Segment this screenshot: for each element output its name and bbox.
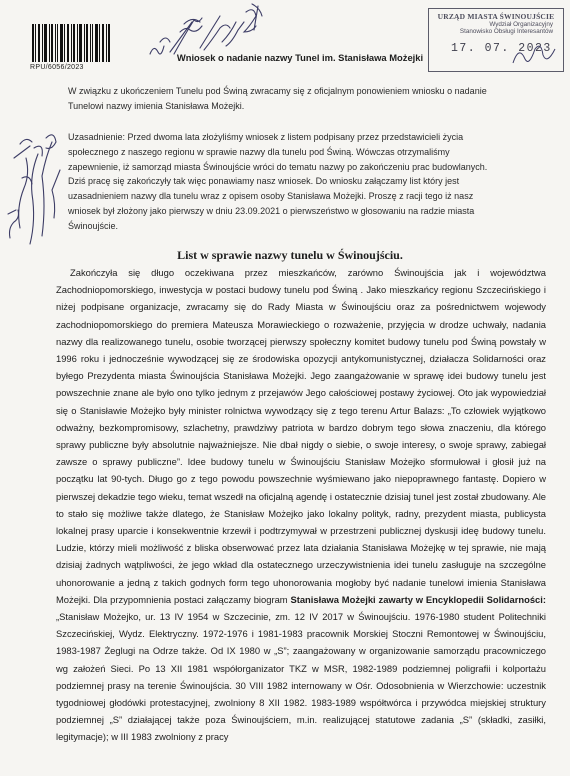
barcode-number: RPU/6056/2023 — [30, 64, 84, 71]
justification-paragraph: Uzasadnienie: Przed dwoma lata złożyliśmy wniosek z listem podpisany przez przedstawicieli życia społecznego z naszego regionu w sprawie nazwy dla tunelu pod Świną. Wówczas otrzymaliśmy zapewnienie, iż samorząd miasta Świnoujście wróci do tematu nazwy po zakończeniu prac budowlanych. Dziś pracę się zakończyły tak więc ponawiamy nasz wniosek. Do wniosku załączamy list który jest uzasadnieniem nazwy dla tunelu wraz z opisem osoby Stanisława Możejki. Proszę z racji tego iż nasz wniosek był złożony jako pierwszy w dniu 23.09.2021 o pierwszeństwo w głosowaniu na radzie miasta Świnoujście. — [68, 132, 488, 231]
letter-title: List w sprawie nazwy tunelu w Świnoujściu. — [177, 248, 403, 262]
letter-text-part2: „Stanisław Możejko, ur. 13 IV 1954 w Szczecinie, zm. 12 IV 2017 w Świnoujściu. 1976-1980 student Politechniki Szczecińskiej, Wydz. Elektryczny. 1972-1976 i 1981-1983 pracownik Morskiej Stoczni Remontowej w Świnoujściu, 1983-1987 Żeglugi na Odrze także. Od IX 1980 w „S”; zaangażowany w organizowanie samorządu pracowniczego wg założeń Sieci. Po 13 XII 1981 współorganizator TKZ w MSR, 1982-1989 podziemnej poligrafii i kolportażu podziemnej prasy na terenie Świnoujścia. 30 VIII 1982 internowany w Ośr. Odosobnienia w Wierzchowie: uczestnik tygodniowej głodówki protestacyjnej, zwolniony 8 XII 1982. 1983-1989 współtwórca i przywódca miejskiej struktury podziemnej „S” działającej także poza Świnoujściem, m.in. realizującej statutowe zadania „S” (składki, zasiłki, legitymacje); w III 1983 zwolniony z pracy — [56, 611, 546, 743]
letter-text-part1: Zakończyła się długo oczekiwana przez mieszkańców, zarówno Świnoujścia jak i województwa Zachodniopomorskiego, inwestycja w postaci budowy tunelu pod Świną . Jako mieszkańcy regionu Szczecińskiego i niżej podpisane organizacje, zwracamy się do Rady Miasta w Świnoujściu oraz za pośrednictwem wojewody zachodniopomorskiego do premiera Mateusza Morawieckiego o rozważenie, przyjęcia w drodze uchwały, nadania nazwy dla realizowanego tunelu, osobie tworzącej pierwszy społeczny komitet budowy tunelu pod Świną powstały w 1996 roku i jednocześnie wywodzącej się ze środowiska opozycji antykomunistycznej, działacza Solidarności oraz byłego Prezydenta miasta Świnoujścia Stanisława Możejki. Jego zaangażowanie w sprawę idei budowy tunelu jest powszechnie znane ale było ono tylko jednym z przejawów Jego całościowej postawy życiowej. Oto jak wypowiedział się o Stanisławie Możejko były minister rolnictwa wywodzący się z tego terenu Artur Balazs: „To człowiek wyjątkowo odważny, bezkompromisowy, szlachetny, prawdziwy patriota w bardzo dobrym tego słowa znaczeniu, dla którego sprawy publiczne były absolutnie najważniejsze. Nie dbał nigdy o siebie, o swoje interesy, o swoje sprawy, zabiegał zawsze o sprawy publiczne”. Idee budowy tunelu w Świnoujściu Stanisław Możejko sformułował i głosił już na początku lat 90-tych. Długo go z tego powodu powszechnie wyśmiewano jako niepoprawnego fantastę. Dopiero w pierwszej dekadzie tego wieku, temat wszedł na oficjalną agendę i ostatecznie dzisiaj tunel jest został zbudowany. Ale to stało się możliwe także dlatego, że Stanisław Możejko jako lokalny polityk, radny, prezydent miasta, publicysta lokalnej prasy uparcie i konsekwentnie krzewił i podtrzymywał w przestrzeni publicznej dyskusji ideę budowy tunelu. Ludzie, którzy mieli możliwość z bliska obserwować przez lata działania Stanisława Możejkę w tej sprawie, nie mają dzisiaj żadnych wątpliwości, że jego wkład dla ostatecznego urzeczywistnienia idei tunelu zasługuje na szczególne uhonorowanie a jedną z takich godnych form tego uhonorowania mogłoby być nadanie tunelowi imienia Stanisława Możejki. Dla przypomnienia postaci załączamy biogram — [56, 267, 546, 605]
request-heading: Wniosek o nadanie nazwy Tunel im. Stanisława Możejki — [176, 52, 424, 63]
letter-paragraph — [56, 264, 546, 746]
intro-paragraph: W związku z ukończeniem Tunelu pod Świną zwracamy się z oficjalnym ponowieniem wniosku o nadanie Tunelowi nazwy imienia Stanisława Możejki. — [68, 86, 487, 111]
stamp-signature — [509, 41, 559, 69]
letter-bold-citation: Stanisława Możejki zawarty w Encyklopedii Solidarności: — [290, 593, 546, 605]
handwritten-annotation-left — [0, 118, 66, 250]
barcode-image — [32, 24, 110, 62]
stamp-desk: Stanowisko Obsługi Interesantów — [459, 28, 553, 35]
letter-body — [56, 264, 546, 746]
stamp-office: URZĄD MIASTA ŚWINOUJŚCIE — [437, 12, 555, 21]
stamp-date: 17. 07. 2023 — [451, 42, 552, 55]
stamp-department: Wydział Organizacyjny — [489, 21, 553, 28]
